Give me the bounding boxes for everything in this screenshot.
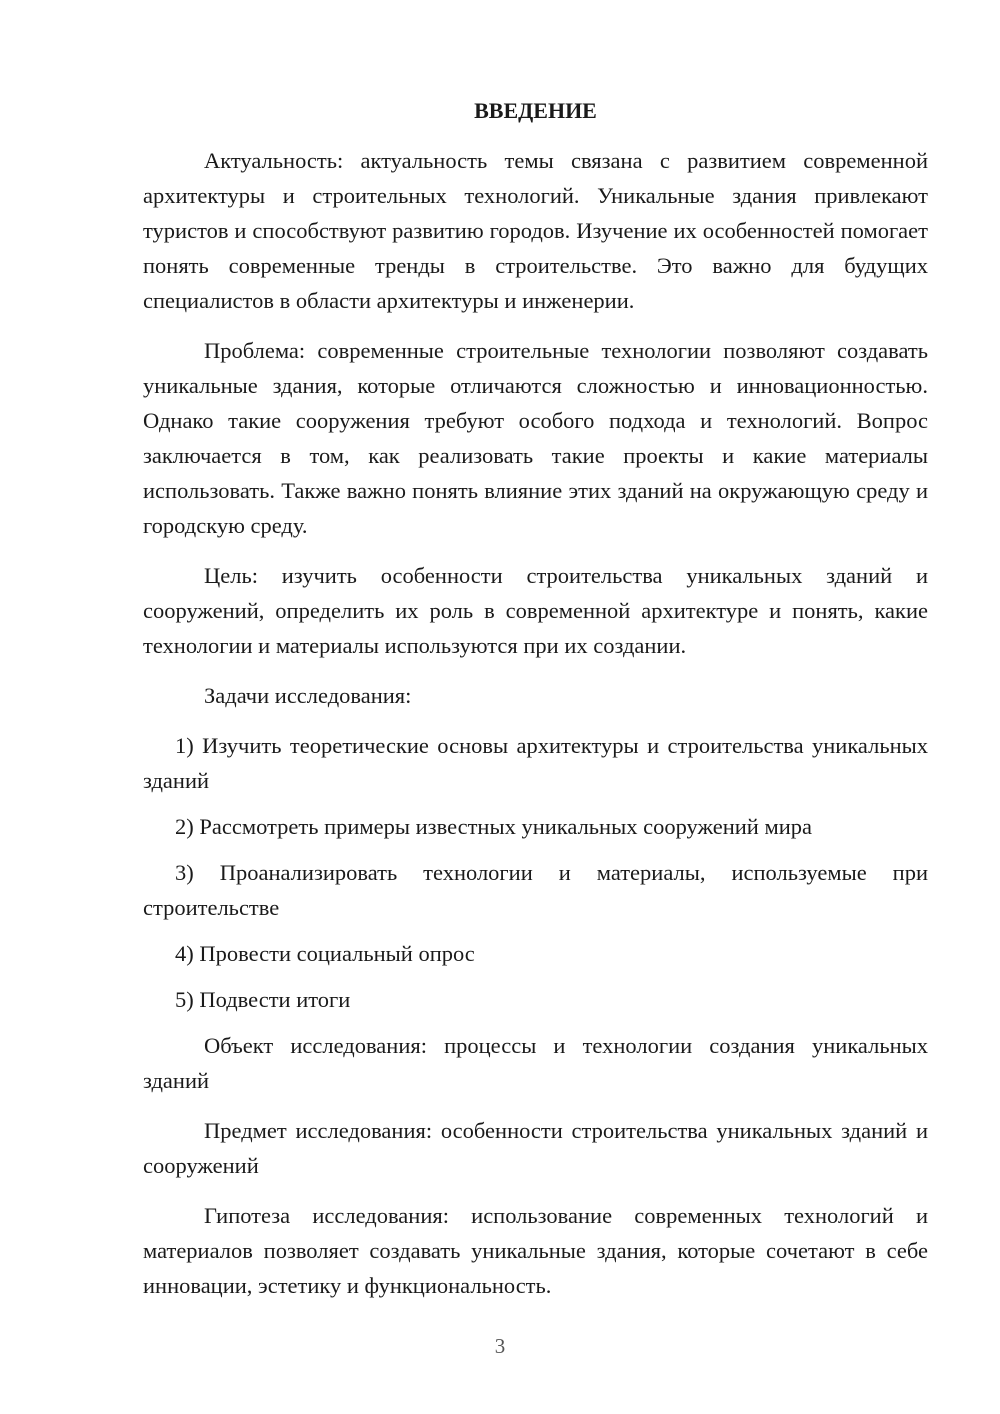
task-item-2: 2) Рассмотреть примеры известных уникальных сооружений мира <box>175 814 812 839</box>
problem-paragraph: Проблема: современные строительные технологии позволяют создавать уникальные здания, которые отличаются сложностью и инновационностью. Однако такие сооружения требуют особого подхода и технологий. Вопрос заключается в том, как реализовать такие проекты и какие материалы использовать. Также важно понять влияние этих зданий на окружающую среду и городскую среду. <box>143 338 928 538</box>
relevance-paragraph: Актуальность: актуальность темы связана с развитием современной архитектуры и строительных технологий. Уникальные здания привлекают туристов и способствуют развитию городов. Изучение их особенностей помогает понять современные тренды в строительстве. Это важно для будущих специалистов в области архитектуры и инженерии. <box>143 148 928 313</box>
task-item-3: 3) Проанализировать технологии и материалы, используемые при строительстве <box>143 860 928 920</box>
tasks-heading: Задачи исследования: <box>204 683 412 708</box>
object-paragraph: Объект исследования: процессы и технологии создания уникальных зданий <box>143 1033 928 1093</box>
page-title: ВВЕДЕНИЕ <box>474 98 597 123</box>
hypothesis-paragraph: Гипотеза исследования: использование современных технологий и материалов позволяет создавать уникальные здания, которые сочетают в себе инновации, эстетику и функциональность. <box>143 1203 928 1298</box>
document-page <box>143 96 928 1303</box>
task-item-5: 5) Подвести итоги <box>175 987 351 1012</box>
subject-paragraph: Предмет исследования: особенности строительства уникальных зданий и сооружений <box>143 1118 928 1178</box>
page-number: 3 <box>494 1334 506 1358</box>
task-item-4: 4) Провести социальный опрос <box>175 941 475 966</box>
task-item-1: 1) Изучить теоретические основы архитектуры и строительства уникальных зданий <box>143 733 928 793</box>
goal-paragraph: Цель: изучить особенности строительства уникальных зданий и сооружений, определить их роль в современной архитектуре и понять, какие технологии и материалы используются при их создании. <box>143 563 928 658</box>
